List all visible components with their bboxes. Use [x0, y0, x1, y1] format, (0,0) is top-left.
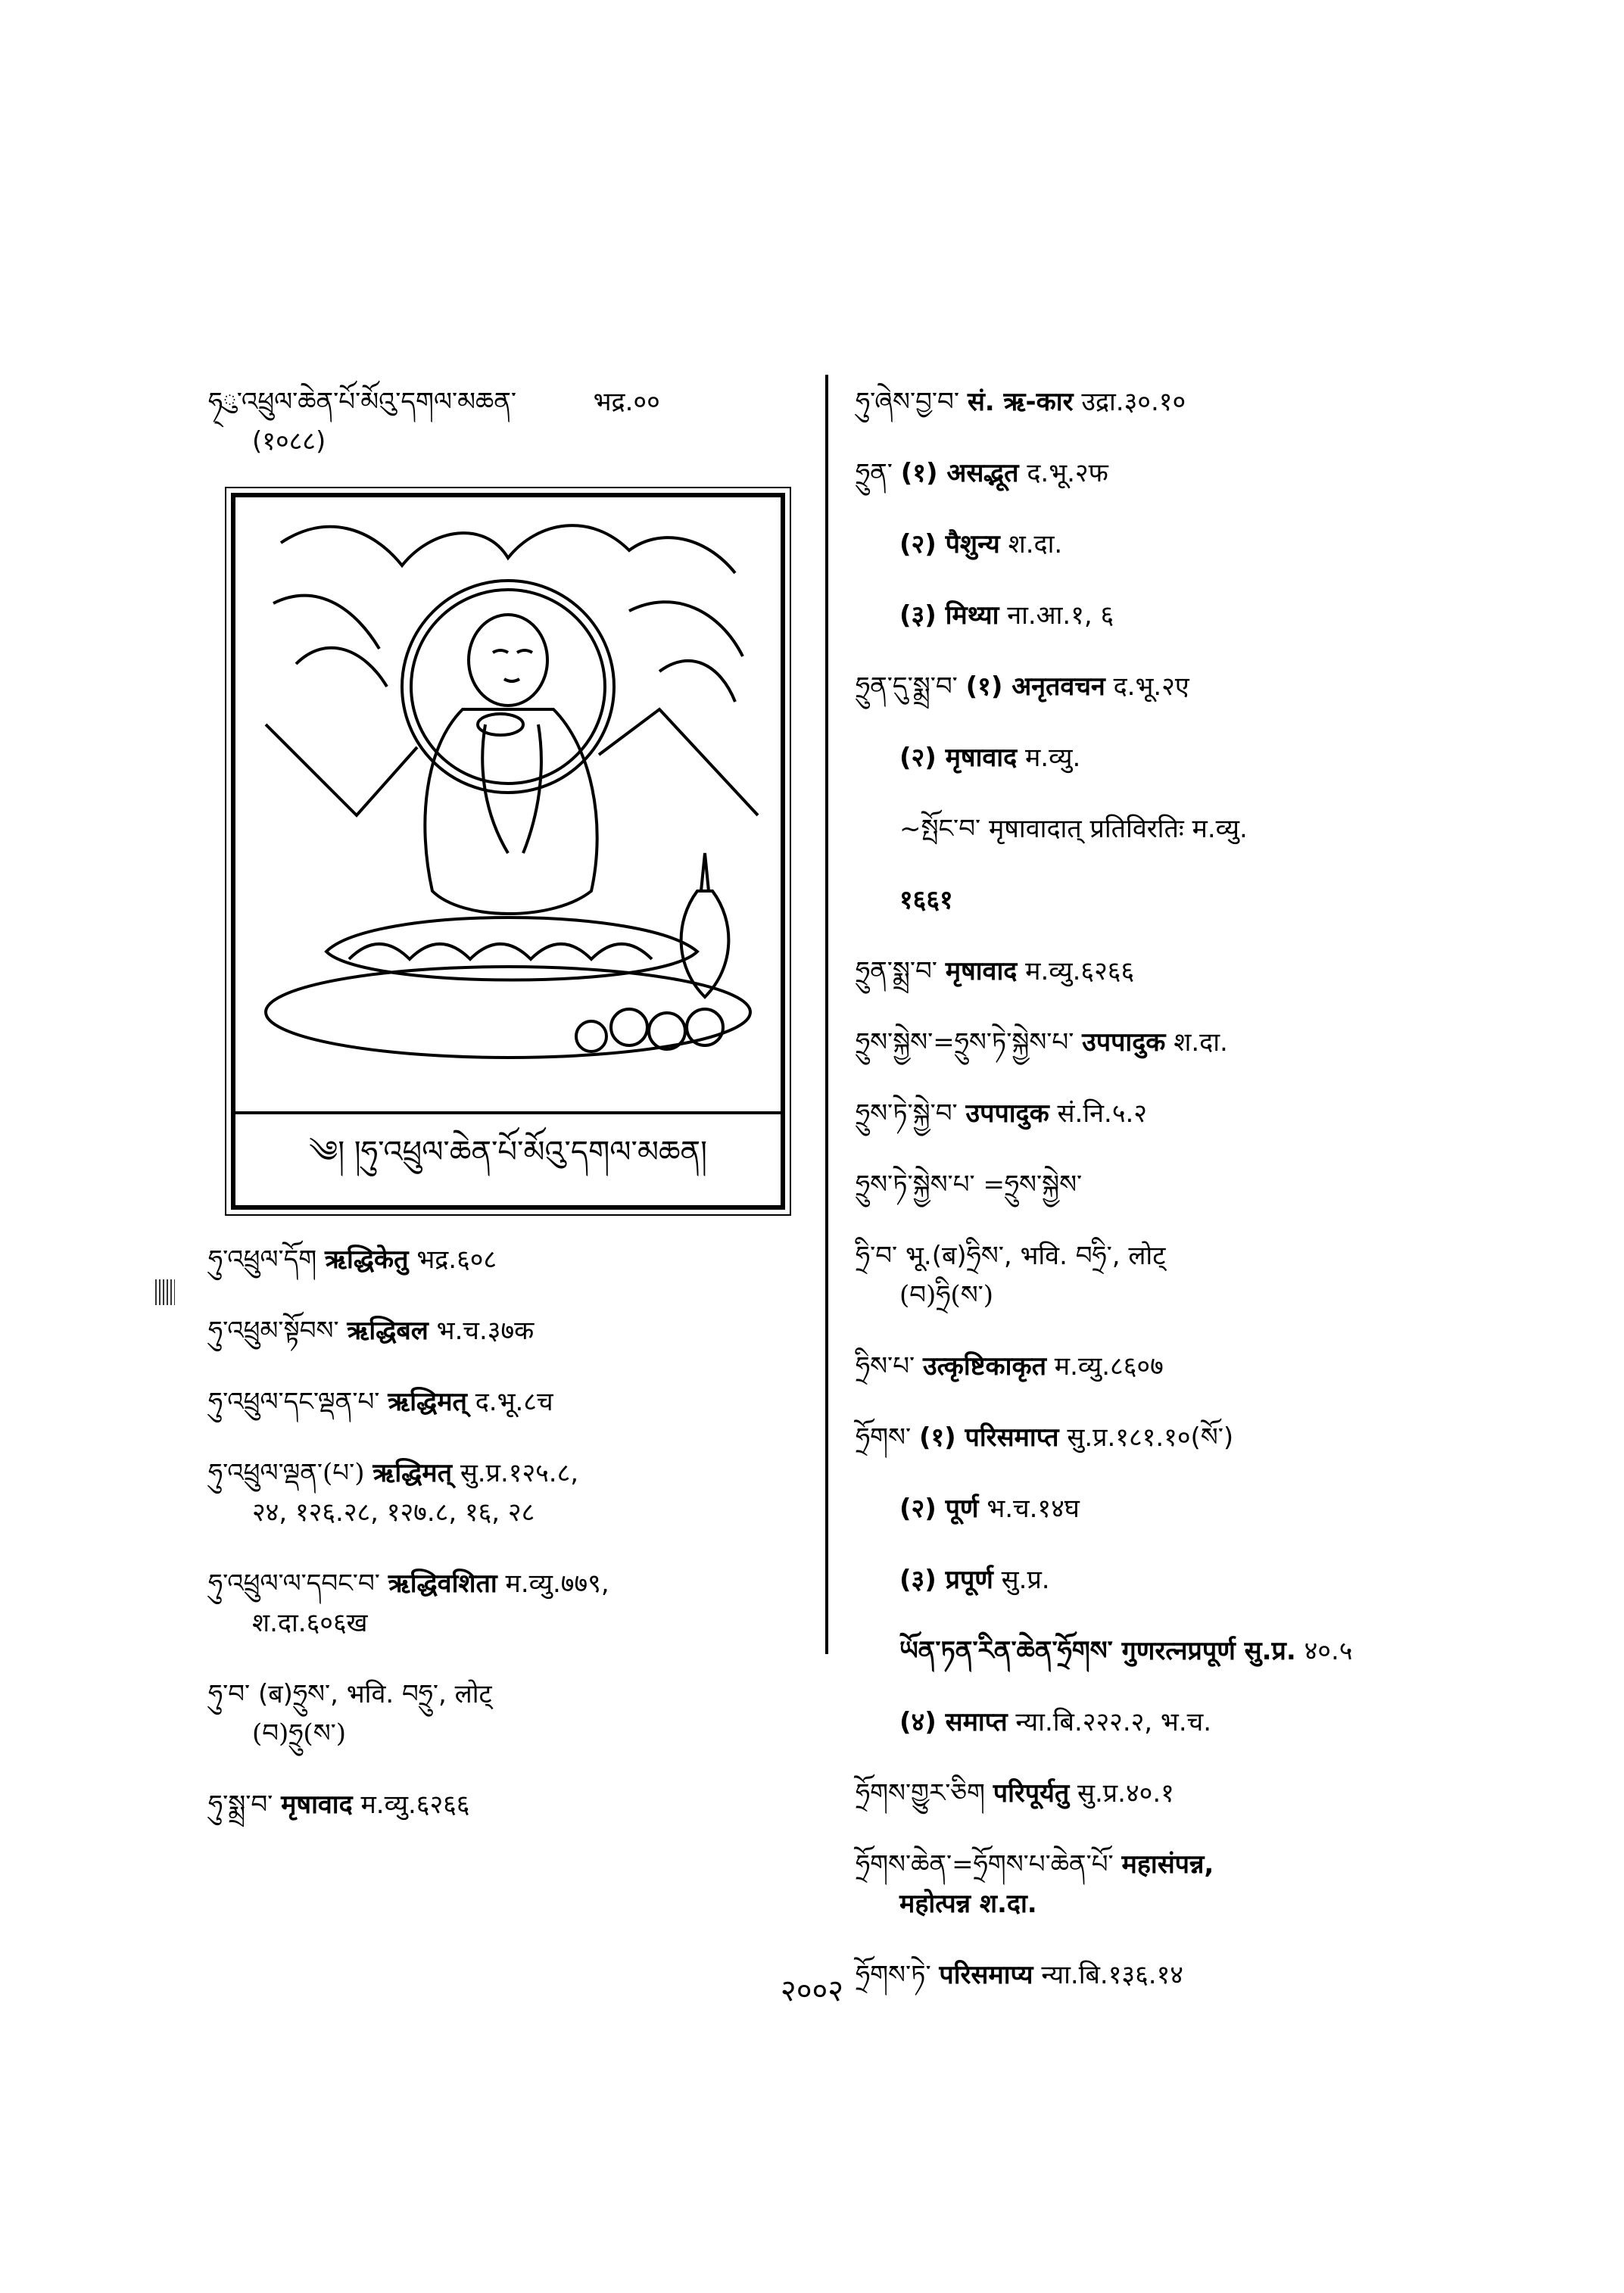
- column-divider: [825, 375, 828, 1654]
- entry-reference: भ.च.३७क: [436, 1316, 535, 1346]
- entry: [856, 1094, 1476, 1133]
- entry-reference: श.दा.: [1174, 1027, 1228, 1058]
- entry-reference: उद्रा.३०.१०: [1081, 387, 1186, 417]
- entry: [208, 1564, 806, 1643]
- entry: [208, 1311, 806, 1351]
- entry-continuation: श.दा.६०६ख: [252, 1608, 368, 1638]
- entry-reference: सु.प्र.४०.१: [1077, 1778, 1174, 1809]
- entry: [208, 1382, 806, 1422]
- left-column: [208, 382, 806, 1856]
- entry-term: ཧྲུན་དུ་སྨྲ་བ་: [856, 671, 958, 702]
- deity-illustration: [235, 497, 781, 1111]
- margin-scan-mark: [155, 1279, 175, 1305]
- entry-gloss: ऋद्धिकेतु: [325, 1245, 409, 1275]
- sub-reference: न्या.बि.२२२.२, भ.च.: [1015, 1707, 1212, 1737]
- sub-entry: [856, 809, 1476, 849]
- entry-reference: द.भू.८च: [475, 1387, 553, 1417]
- entry-gloss: (१) अनृतवचन: [965, 671, 1105, 702]
- entry-term: ཧྲོགས་ཆེན་=ཧྲོགས་པ་ཆེན་པོ་: [856, 1849, 1114, 1880]
- entry-reference: सु.प्र.१२५.८,: [460, 1458, 579, 1488]
- entry-term: ཧུ་ཞེས་བྱ་བ་: [856, 387, 959, 417]
- entry-term: ཧུ་འཕྲུམ་སྟོབས་: [208, 1316, 339, 1346]
- entry-term: ཧུ་འཕྲུལ་ལྡན་(པ་): [208, 1458, 365, 1488]
- sub-reference: सु.प्र.: [1001, 1565, 1050, 1595]
- entry-term: ཧྲོགས་ཏེ་: [856, 1960, 931, 1990]
- entry-gloss: ऋद्धिमत्: [372, 1458, 452, 1488]
- entry: [856, 952, 1476, 991]
- entry-reference: भद्र.६०८: [416, 1245, 497, 1275]
- entry-gloss: महासंपन्न,: [1121, 1849, 1214, 1880]
- entry-continuation: २४, १२६.२८, १२७.८, १६, २८: [252, 1497, 535, 1528]
- entry-reference: म.व्यु.६२६६: [1025, 956, 1135, 986]
- figure-caption: ༄། །ཧུ་འཕྲུལ་ཆེན་པོ་མོའུ་དགལ་མཆན།: [235, 1111, 781, 1205]
- sub-entry: [856, 1560, 1476, 1600]
- sub-reference: ना.आ.१, ६: [1007, 600, 1114, 631]
- entry-term: ཧྲུས་སྐྱེས་=ཧྲུས་ཏེ་སྐྱེས་པ་: [856, 1027, 1074, 1058]
- entry: [856, 1774, 1476, 1813]
- entry: [208, 1240, 806, 1279]
- sub-entry: [856, 880, 1476, 920]
- entry-gloss: उपपादुक: [965, 1098, 1049, 1129]
- entry: [856, 1165, 1476, 1204]
- sub-gloss: (३) प्रपूर्ण: [899, 1565, 993, 1595]
- illustration-figure: [231, 493, 785, 1210]
- entry: [856, 453, 1476, 493]
- entry-reference: म.व्यु.६२६६: [360, 1790, 470, 1820]
- entry-reference: भद्र.००: [593, 387, 660, 417]
- sub-entry: [856, 525, 1476, 564]
- entry-continuation: (བ)ཧྲི(ས་): [899, 1280, 994, 1310]
- sub-entry: [856, 1489, 1476, 1528]
- entry-term: ཧྲོགས་: [856, 1422, 912, 1453]
- entry-gloss: ऋद्धिवशिता: [388, 1569, 497, 1599]
- entry-reference: सं.नि.५.२: [1057, 1098, 1147, 1129]
- sub-gloss: (३) मिथ्या: [899, 600, 999, 631]
- entry-term: ཧ྄ུ་འཕྲུལ་ཆེན་པོ་མོའུ་དགལ་མཆན་: [208, 387, 517, 417]
- entry-continuation: (བ)ཧྲུ(ས་): [252, 1718, 347, 1749]
- entry: [856, 1418, 1476, 1457]
- entry-term: ཧྲུས་ཏེ་སྐྱེས་པ་: [856, 1170, 975, 1200]
- entry: [208, 382, 806, 461]
- entry-term: ཧྲུས་ཏེ་སྐྱེ་བ་: [856, 1098, 958, 1129]
- entry-reference: द.भू.२फ: [1027, 458, 1108, 488]
- entry-gloss: उपपादुक: [1082, 1027, 1166, 1058]
- page-number: २००२: [780, 1974, 844, 2008]
- entry: [208, 1785, 806, 1824]
- entry-reference: द.भू.२ए: [1113, 671, 1189, 702]
- entry-gloss: भू.(ब)ཧྲིས་, भवि. བཧྲི་, लोट्: [906, 1241, 1166, 1271]
- sub-entry: [856, 596, 1476, 635]
- entry-gloss: ऋद्धिमत्: [388, 1387, 467, 1417]
- sub-gloss: ཡོན་ཏན་རིན་ཆེན་ཧྲོགས་ गुणरत्नप्रपूर्ण सु.प्र.: [899, 1636, 1296, 1666]
- entry-reference: म.व्यु.८६०७: [1054, 1351, 1164, 1382]
- sub-continuation: ४०.५: [1304, 1636, 1353, 1666]
- entry-continuation: महोत्पन्न श.दा.: [899, 1889, 1037, 1919]
- entry: [856, 1236, 1476, 1315]
- entry: [856, 1347, 1476, 1386]
- entry-gloss: परिसमाप्य: [939, 1960, 1033, 1990]
- entry-term: ཧུ་བ་: [208, 1679, 251, 1709]
- entry-gloss: (ब)ཧྲུས་, भवि. བཧྲུ་, लोट्: [258, 1679, 492, 1709]
- entry-gloss: =ཧྲུས་སྐྱེས་: [983, 1170, 1083, 1200]
- sub-gloss: (४) समाप्त: [899, 1707, 1008, 1737]
- entry-gloss: उत्कृष्टिकाकृत: [922, 1351, 1046, 1382]
- entry-term: ཧྲུན་སྨྲ་བ་: [856, 956, 937, 986]
- entry-term: ཧུ་སྨྲ་བ་: [208, 1790, 273, 1820]
- entry: [856, 1023, 1476, 1062]
- entry-gloss: (१) असद्भूत: [900, 458, 1019, 488]
- sub-reference: श.दा.: [1008, 529, 1063, 559]
- entry-term: ཧྲི་བ་: [856, 1241, 898, 1271]
- entry: [856, 667, 1476, 706]
- entry-continuation: (१०८८): [252, 426, 326, 456]
- entry: [856, 382, 1476, 422]
- entry-gloss: (१) परिसमाप्त: [918, 1422, 1059, 1453]
- entry-term: ཧུ་འཕྲུལ་ལ་དབང་བ་: [208, 1569, 380, 1599]
- right-column: [856, 382, 1476, 2027]
- entry: [856, 1845, 1476, 1924]
- entry-reference: म.व्यु.७७९,: [505, 1569, 609, 1599]
- entry-gloss: ऋद्धिबल: [347, 1316, 429, 1346]
- sub-reference: म.व्यु.: [1024, 743, 1081, 773]
- entry-term: ཧྲིས་པ་: [856, 1351, 915, 1382]
- entry: [208, 1675, 806, 1753]
- entry-reference: सु.प्र.१८१.१०(སོ་): [1067, 1422, 1234, 1453]
- sub-gloss: (२) मृषावाद: [899, 743, 1018, 773]
- sub-gloss: (२) पैशुन्य: [899, 529, 1000, 559]
- entry-term: ཧྲོགས་གྱུར་ཅིག: [856, 1778, 985, 1809]
- entry-gloss: मृषावाद: [945, 956, 1018, 986]
- entry-gloss: मृषावाद: [281, 1790, 353, 1820]
- entry-term: ཧྲུན་: [856, 458, 893, 488]
- sub-gloss: ~སྤོང་བ་ मृषावादात् प्रतिविरतिः म.व्यु.: [899, 814, 1248, 844]
- sub-entry: [856, 738, 1476, 777]
- sub-gloss: १६६१: [899, 885, 953, 915]
- entry-term: ཧུ་འཕྲུལ་དང་ལྡན་པ་: [208, 1387, 380, 1417]
- sub-gloss: (२) पूर्ण: [899, 1494, 979, 1524]
- entry-term: ཧུ་འཕྲུལ་དོག: [208, 1245, 317, 1275]
- entry-gloss: परिपूर्यतु: [993, 1778, 1070, 1809]
- sub-entry: [856, 1703, 1476, 1742]
- sub-reference: भ.च.१४घ: [987, 1494, 1080, 1524]
- entry: [208, 1453, 806, 1532]
- entry-gloss: सं. ऋ-कार: [967, 387, 1074, 417]
- sub-entry: [856, 1631, 1476, 1671]
- entry-reference: न्या.बि.१३६.१४: [1041, 1960, 1183, 1990]
